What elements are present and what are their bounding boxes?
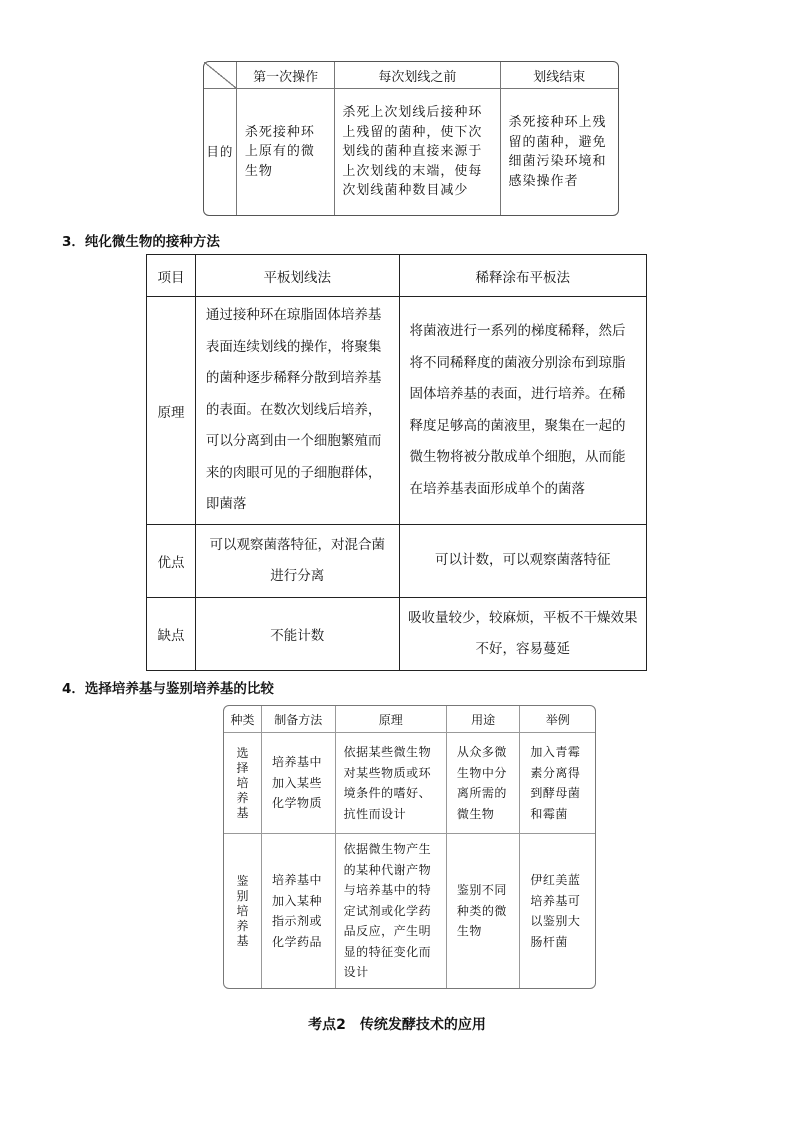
cell-streak-end: 杀死接种环上残留的菌种，避免细菌污染环境和感染操作者 bbox=[508, 115, 607, 189]
medium-comparison-table bbox=[223, 705, 596, 989]
header-before-each-streak: 每次划线之前 bbox=[335, 62, 500, 89]
corner-cell bbox=[204, 62, 237, 89]
cell-first-operation: 杀死接种环上原有的微生物 bbox=[237, 89, 336, 215]
header-kind: 种类 bbox=[224, 706, 262, 733]
cell-differential-method: 培养基中加入某种指示剂或化学药品 bbox=[262, 834, 336, 988]
row-label-principle: 原理 bbox=[147, 297, 196, 525]
row-label-purpose: 目的 bbox=[204, 89, 237, 215]
header-streak-plate: 平板划线法 bbox=[195, 255, 399, 297]
section-3-title: 3．纯化微生物的接种方法 bbox=[62, 234, 220, 250]
cell-spread-principle: 将菌液进行一系列的梯度稀释，然后将不同稀释度的菌液分别涂布到琼脂固体培养基的表面，进行培养。在稀释度足够高的菌液里，聚集在一起的微生物将被分散成单个细胞，从而能在培养基表面形成单个的菌落 bbox=[399, 297, 647, 525]
cell-differential-principle: 依据微生物产生的某种代谢产物与培养基中的特定试剂或化学药品反应，产生明显的特征变化而设计 bbox=[336, 834, 447, 988]
header-principle: 原理 bbox=[336, 706, 447, 733]
header-method: 制备方法 bbox=[262, 706, 336, 733]
cell-differential-use: 鉴别不同种类的微生物 bbox=[447, 834, 521, 988]
header-first-operation: 第一次操作 bbox=[237, 62, 336, 89]
row-label-advantages: 优点 bbox=[147, 525, 196, 598]
cell-spread-advantages: 可以计数，可以观察菌落特征 bbox=[399, 525, 647, 598]
cell-streak-advantages: 可以观察菌落特征，对混合菌进行分离 bbox=[195, 525, 399, 598]
exam-point-heading: 考点2 传统发酵技术的应用 bbox=[308, 1017, 486, 1033]
row-label-disadvantages: 缺点 bbox=[147, 598, 196, 671]
row-label-selective-medium: 选择培养基 bbox=[224, 733, 262, 834]
header-streak-end: 划线结束 bbox=[501, 62, 619, 89]
inoculation-methods-table bbox=[146, 254, 647, 671]
header-item: 项目 bbox=[147, 255, 196, 297]
cell-selective-method: 培养基中加入某些化学物质 bbox=[262, 733, 336, 834]
header-spread-plate: 稀释涂布平板法 bbox=[399, 255, 647, 297]
cell-selective-use: 从众多微生物中分离所需的微生物 bbox=[447, 733, 521, 834]
cell-selective-principle: 依据某些微生物对某些物质或环境条件的嗜好、抗性而设计 bbox=[336, 733, 447, 834]
cell-before-each-streak: 杀死上次划线后接种环上残留的菌种，使下次划线的菌种直接来源于上次划线的末端，使每次划线菌种数目减少 bbox=[335, 89, 500, 215]
header-use: 用途 bbox=[447, 706, 521, 733]
sterilization-purpose-table bbox=[203, 61, 619, 216]
cell-differential-example: 伊红美蓝培养基可以鉴别大肠杆菌 bbox=[530, 873, 581, 949]
cell-spread-disadvantages: 吸收量较少，较麻烦，平板不干燥效果不好，容易蔓延 bbox=[399, 598, 647, 671]
section-4-title: 4．选择培养基与鉴别培养基的比较 bbox=[62, 681, 274, 697]
cell-selective-example: 加入青霉素分离得到酵母菌和霉菌 bbox=[520, 733, 595, 834]
header-example: 举例 bbox=[520, 706, 595, 733]
cell-streak-principle: 通过接种环在琼脂固体培养基表面连续划线的操作，将聚集的菌种逐步稀释分散到培养基的表面。在数次划线后培养，可以分离到由一个细胞繁殖而来的肉眼可见的子细胞群体，即菌落 bbox=[195, 297, 399, 525]
row-label-differential-medium: 鉴别培养基 bbox=[224, 834, 262, 988]
cell-streak-disadvantages: 不能计数 bbox=[195, 598, 399, 671]
